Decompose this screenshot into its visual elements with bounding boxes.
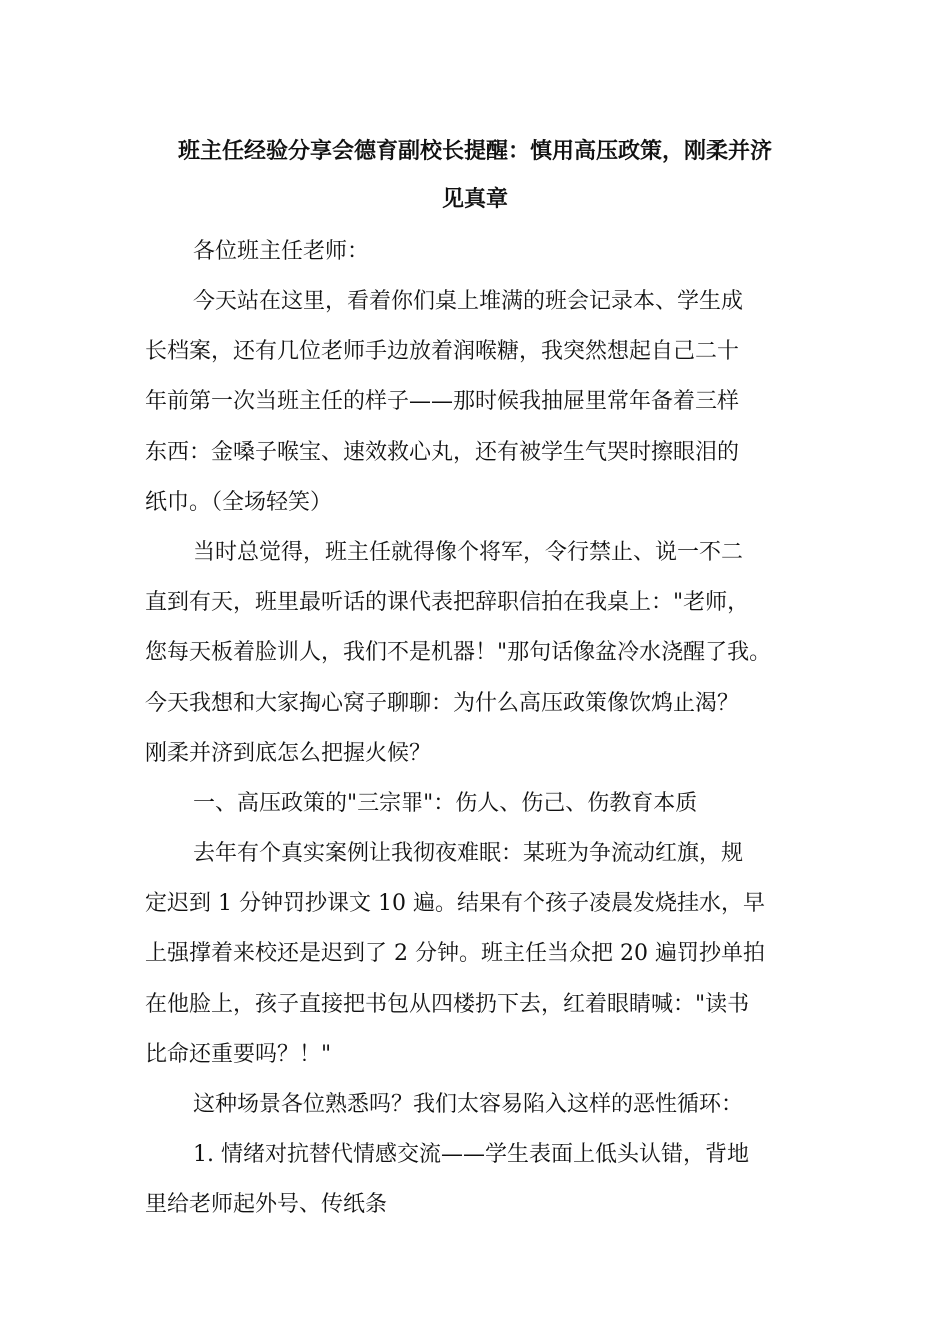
section-heading-1 xyxy=(145,779,817,829)
salutation-text: 各位班主任老师： xyxy=(193,239,370,264)
paragraph-line: 比命还重要吗？！" xyxy=(145,1041,332,1067)
paragraph-3 xyxy=(145,829,817,1080)
paragraph-line: 这种场景各位熟悉吗？我们太容易陷入这样的恶性循环： xyxy=(193,1092,744,1117)
paragraph-line: 直到有天，班里最听话的课代表把辞职信拍在我桌上："老师， xyxy=(145,590,750,616)
document-title-line2: 见真章 xyxy=(441,187,508,212)
paragraph-line: 刚柔并济到底怎么把握火候？ xyxy=(145,740,432,766)
paragraph-line: 长档案，还有几位老师手边放着润喉糖，我突然想起自己二十 xyxy=(145,339,740,365)
paragraph-4 xyxy=(145,1080,817,1130)
paragraph-line: 您每天板着脸训人，我们不是机器！"那句话像盆冷水浇醒了我。 xyxy=(145,640,772,666)
paragraph-line: 今天我想和大家掏心窝子聊聊：为什么高压政策像饮鸩止渴？ xyxy=(145,690,740,716)
paragraph-line: 今天站在这里，看着你们桌上堆满的班会记录本、学生成 xyxy=(193,289,744,314)
list-item-1 xyxy=(145,1130,817,1230)
paragraph-line: 里给老师起外号、传纸条 xyxy=(145,1192,388,1218)
paragraph-line: 在他脸上，孩子直接把书包从四楼扔下去，红着眼睛喊："读书 xyxy=(145,991,750,1017)
paragraph-line: 年前第一次当班主任的样子——那时候我抽屉里常年备着三样 xyxy=(145,389,740,415)
paragraph-line: 去年有个真实案例让我彻夜难眠：某班为争流动红旗，规 xyxy=(193,841,744,866)
paragraph-line: 纸巾。（全场轻笑） xyxy=(145,489,333,515)
paragraph-line: 1. 情绪对抗替代情感交流——学生表面上低头认错，背地 xyxy=(193,1142,749,1167)
paragraph-2 xyxy=(145,528,817,779)
paragraph-line: 定迟到 1 分钟罚抄课文 10 遍。结果有个孩子凌晨发烧挂水，早 xyxy=(145,891,765,917)
document-title-line1: 班主任经验分享会德育副校长提醒：慎用高压政策，刚柔并济 xyxy=(177,139,772,164)
paragraph-1 xyxy=(145,277,817,528)
paragraph-line: 当时总觉得，班主任就得像个将军，令行禁止、说一不二 xyxy=(193,540,744,565)
paragraph-line: 东西：金嗓子喉宝、速效救心丸，还有被学生气哭时擦眼泪的 xyxy=(145,439,740,465)
salutation xyxy=(145,227,817,277)
heading-text: 一、高压政策的"三宗罪"：伤人、伤己、伤教育本质 xyxy=(193,791,698,816)
paragraph-line: 上强撑着来校还是迟到了 2 分钟。班主任当众把 20 遍罚抄单拍 xyxy=(145,941,765,967)
